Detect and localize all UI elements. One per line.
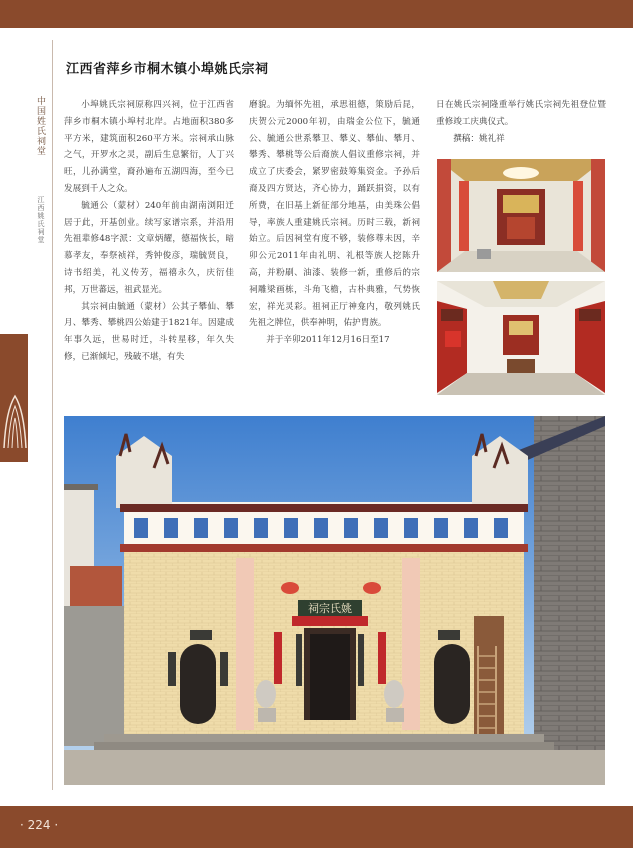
paragraph: 毓通公（蒙材）240年前由湖南浏阳迁居于此，开基创业。续写家谱宗系，并沿用先祖辈修48字派：文章炳耀，德福恢长，暗慕孝友，奉祭祯祥，秀钟俊彦，瑞毓贤良，诗书绍美，礼义传芳，福禧永久，庆衍佳邦，万世蕃远，祖武显光。 <box>64 200 234 295</box>
interior-photo-altar <box>437 281 605 395</box>
text-column-1 <box>64 97 234 366</box>
article-title: 江西省萍乡市桐木镇小埠姚氏宗祠 <box>66 62 269 77</box>
paragraph: 并于辛卯2011年12月16日至17 <box>266 335 390 346</box>
bottom-band <box>0 806 633 848</box>
ancestral-hall-facade-photo <box>64 416 605 785</box>
paragraph: 其宗祠由毓通（蒙材）公其子攀仙、攀月、攀秀、攀桃四公始建于1821年。因建成年事久远，世易时迁，斗转星移，年久失修，已渐倾圮，残破不堪，有失 <box>64 301 234 362</box>
text-column-3 <box>436 97 606 147</box>
ornament-icon <box>2 390 28 450</box>
interior-photo-hall <box>437 159 605 272</box>
text-column-2 <box>249 97 420 349</box>
plaque-text: 祠宗氏姚 <box>308 602 352 615</box>
page-number: · 224 · <box>20 818 59 832</box>
paragraph: 小埠姚氏宗祠原称四兴祠，位于江西省萍乡市桐木镇小埠村北岸。占地面积380多平方米，建筑面积260平方米。宗祠承山脉之气，开罗水之灵，副后生息繁衍，人丁兴旺，儿孙满堂，裔孙遍布五湖四海，至今已发展到千人之众。 <box>64 100 234 194</box>
paragraph: 日在姚氏宗祠隆重举行姚氏宗祠先祖登位暨重修竣工庆典仪式。 <box>436 100 606 127</box>
paragraph: 磨貌。为缅怀先祖，承思祖德，策励后昆，庆贺公元2000年初，由瑞金公位下，毓通公、毓通公世系攀卫、攀义、攀仙、攀月、攀秀、攀桃等公后裔族人倡议重修宗祠，并成立了庆委会，紧罗密鼓筹集资金。予孙后裔及四方贤达，齐心协力，踊跃捐资，以有所费，在旧基上新征部分地基，由美珠公倡导，率族人重建姚氏宗祠。历时三载，新祠始立。后因祠堂有度不够，装修尊未因，辛卯公元2011年由礼明、礼根等族人挖陈升高，并粉刷、油漆、装修一新，重修后的宗祠雕梁画栋，斗角飞檐，古朴典雅，气势恢宏，祥光灵彩。祖祠正厅神龛内，敬列姚氏先祖之牌位，供奉神明，佑护胄族。 <box>249 100 420 329</box>
top-band <box>0 0 633 28</box>
series-subtitle: 江西姚氏祠堂 <box>37 196 45 244</box>
series-title: 中国姓氏祠堂 <box>35 96 45 156</box>
author-credit: 撰稿：姚礼祥 <box>453 133 505 144</box>
margin-rule <box>52 40 53 790</box>
